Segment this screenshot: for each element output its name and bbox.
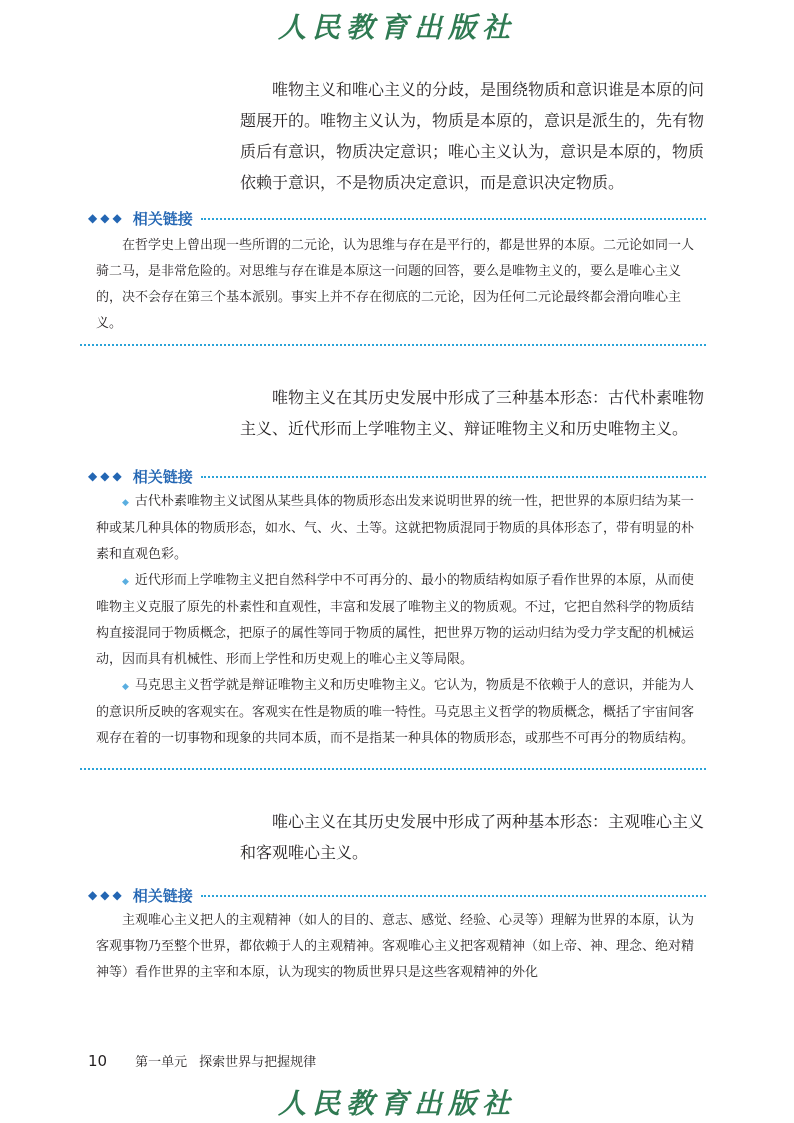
dotted-divider — [201, 895, 706, 897]
related-link-title: 相关链接 — [132, 467, 193, 486]
unit-title: 探索世界与把握规律 — [199, 1055, 317, 1070]
related-link-body-2 — [96, 489, 706, 752]
diamond-bullet-icon: ◆ — [122, 577, 129, 587]
dotted-divider — [201, 218, 706, 220]
link-paragraph: 主观唯心主义把人的主观精神（如人的目的、意志、感觉、经验、心灵等）理解为世界的本原，认为客观事物乃至整个世界，都依赖于人的主观精神。客观唯心主义把客观精神（如上帝、神、理念、绝对精神等）看作世界的主宰和本原，认为现实的物质世界只是这些客观精神的外化 — [96, 913, 695, 980]
diamond-bullets-icon: ◆◆◆ — [88, 469, 125, 483]
related-link-body-1 — [96, 233, 706, 337]
related-link-header-1 — [88, 207, 706, 229]
link-paragraph — [96, 489, 706, 568]
related-link-title: 相关链接 — [132, 886, 193, 905]
link-paragraph — [96, 568, 706, 673]
link-paragraph-text: 马克思主义哲学就是辩证唯物主义和历史唯物主义。它认为，物质是不依赖于人的意识，并能为人的意识所反映的客观实在。客观实在性是物质的唯一特性。马克思主义哲学的物质概念，概括了宇宙间客观存在着的一切事物和现象的共同本质，而不是指某一种具体的物质形态，或那些不可再分的物质结构。 — [96, 678, 695, 746]
link-paragraph-text: 古代朴素唯物主义试图从某些具体的物质形态出发来说明世界的统一性，把世界的本原归结为某一种或某几种具体的物质形态，如水、气、火、土等。这就把物质混同于物质的具体形态了，带有明显的朴素和直观色彩。 — [96, 494, 695, 562]
dotted-divider — [201, 476, 706, 478]
section-divider — [80, 768, 706, 770]
related-link-header-2 — [88, 465, 706, 487]
diamond-bullets-icon: ◆◆◆ — [88, 211, 125, 225]
link-paragraph: 在哲学史上曾出现一些所谓的二元论，认为思维与存在是平行的，都是世界的本原。二元论如同一人骑二马，是非常危险的。对思维与存在谁是本原这一问题的回答，要么是唯物主义的，要么是唯心主义的，决不会存在第三个基本派别。事实上并不存在彻底的二元论，因为任何二元论最终都会滑向唯心主义。 — [96, 238, 695, 331]
publisher-logo-top: 人民教育出版社 — [277, 11, 516, 44]
link-paragraph-text: 近代形而上学唯物主义把自然科学中不可再分的、最小的物质结构如原子看作世界的本原，从而使唯物主义克服了原先的朴素性和直观性，丰富和发展了唯物主义的物质观。不过，它把自然科学的物质结构直接混同于物质概念，把原子的属性等同于物质的属性，把世界万物的运动归结为受力学支配的机械运动，因而具有机械性、形而上学性和历史观上的唯心主义等局限。 — [96, 573, 695, 667]
related-link-body-3 — [96, 908, 706, 986]
unit-label: 第一单元 — [135, 1055, 188, 1070]
diamond-bullet-icon: ◆ — [122, 498, 129, 508]
main-paragraph-1: 唯物主义和唯心主义的分歧，是围绕物质和意识谁是本原的问题展开的。唯物主义认为，物质是本原的，意识是派生的，先有物质后有意识，物质决定意识；唯心主义认为，意识是本原的，物质依赖于意识，不是物质决定意识，而是意识决定物质。 — [240, 80, 705, 192]
page-number: 10 — [88, 1051, 108, 1070]
related-link-title: 相关链接 — [132, 209, 193, 228]
related-link-header-3 — [88, 884, 706, 906]
diamond-bullets-icon: ◆◆◆ — [88, 888, 125, 902]
publisher-logo-bottom: 人民教育出版社 — [277, 1087, 516, 1120]
diamond-bullet-icon: ◆ — [122, 682, 129, 692]
main-paragraph-3: 唯心主义在其历史发展中形成了两种基本形态：主观唯心主义和客观唯心主义。 — [240, 812, 705, 862]
main-paragraph-2: 唯物主义在其历史发展中形成了三种基本形态：古代朴素唯物主义、近代形而上学唯物主义、辩证唯物主义和历史唯物主义。 — [240, 388, 705, 438]
page-footer — [88, 1051, 316, 1070]
section-divider — [80, 344, 706, 346]
link-paragraph — [96, 673, 706, 752]
